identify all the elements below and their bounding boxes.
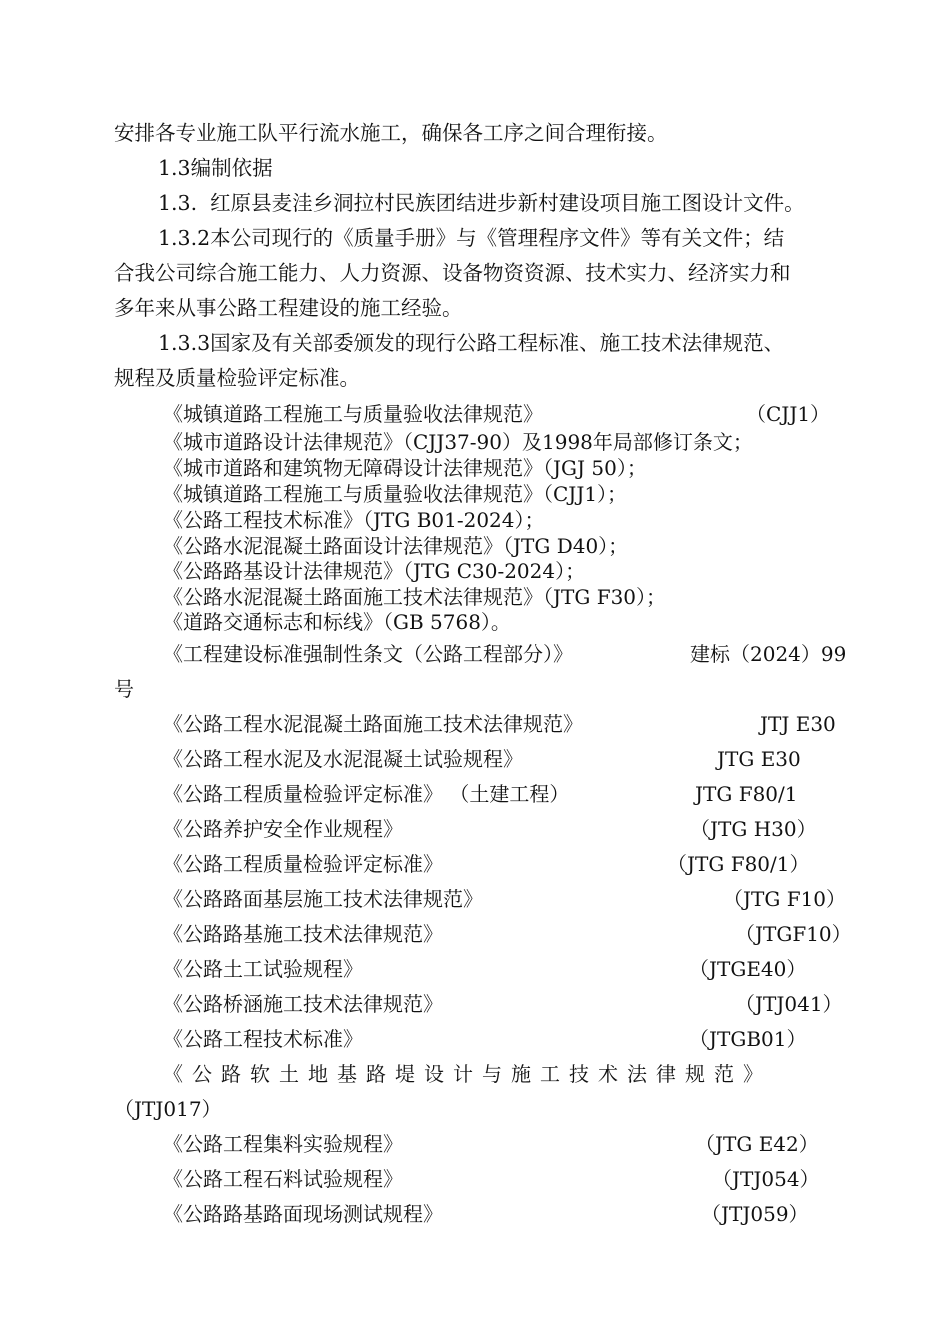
reference-title: 《公路桥涵施工技术法律规范》 — [163, 992, 443, 1016]
reference-title: 《公路软土地基路堤设计与施工技术法律规范》 — [163, 1062, 772, 1086]
reference-code: （JTG H30） — [690, 817, 817, 841]
reference-title: 《公路工程水泥及水泥混凝土试验规程》 — [163, 747, 523, 771]
reference-title: 《公路水泥混凝土路面施工技术法律规范》（JTG F30）； — [163, 585, 667, 609]
reference-title: 《公路工程技术标准》 — [163, 1027, 363, 1051]
reference-title: 《城市道路设计法律规范》（CJJ37-90）及1998年局部修订条文； — [163, 430, 753, 454]
paragraph-line: 1.3. 红原县麦洼乡洞拉村民族团结进步新村建设项目施工图设计文件。 — [158, 191, 805, 215]
reference-code: JTG E30 — [717, 747, 801, 771]
reference-title: 《公路工程集料实验规程》 — [163, 1132, 403, 1156]
reference-continuation: 号 — [114, 677, 134, 701]
reference-title: 《公路水泥混凝土路面设计法律规范》（JTG D40）； — [163, 534, 629, 558]
reference-code: （JTJ041） — [735, 992, 843, 1016]
reference-title: 《公路工程技术标准》（JTG B01-2024）； — [163, 508, 545, 532]
reference-code: （JTJ054） — [712, 1167, 820, 1191]
reference-title: 《城市道路和建筑物无障碍设计法律规范》（JGJ 50）； — [163, 456, 647, 480]
reference-code: （JTGE40） — [689, 957, 807, 981]
reference-code: （JTGB01） — [689, 1027, 807, 1051]
paragraph-line: 1.3.3国家及有关部委颁发的现行公路工程标准、施工技术法律规范、 — [158, 331, 785, 355]
section-heading: 1.3编制依据 — [158, 156, 273, 180]
paragraph-line: 规程及质量检验评定标准。 — [114, 366, 360, 390]
paragraph-line: 合我公司综合施工能力、人力资源、设备物资资源、技术实力、经济实力和 — [114, 261, 791, 285]
reference-title: 《公路工程石料试验规程》 — [163, 1167, 403, 1191]
reference-title: 《城镇道路工程施工与质量验收法律规范》（CJJ1）； — [163, 482, 628, 506]
reference-code: 建标（2024）99 — [690, 642, 847, 666]
reference-title: 《工程建设标准强制性条文（公路工程部分）》 — [163, 642, 573, 666]
paragraph-line: 多年来从事公路工程建设的施工经验。 — [114, 296, 463, 320]
reference-title: 《公路路面基层施工技术法律规范》 — [163, 887, 483, 911]
paragraph-line: 1.3.2本公司现行的《质量手册》与《管理程序文件》等有关文件；结 — [158, 226, 785, 250]
reference-code: （CJJ1） — [746, 402, 831, 426]
reference-title: 《公路工程质量检验评定标准》 — [163, 852, 443, 876]
reference-title: 《城镇道路工程施工与质量验收法律规范》 — [163, 402, 543, 426]
reference-title: 《公路路基施工技术法律规范》 — [163, 922, 443, 946]
reference-title: 《公路工程质量检验评定标准》 （土建工程） — [163, 782, 570, 806]
reference-title: 《道路交通标志和标线》（GB 5768）。 — [163, 610, 511, 634]
reference-title: 《公路养护安全作业规程》 — [163, 817, 403, 841]
reference-code: （JTG E42） — [695, 1132, 819, 1156]
reference-title: 《公路工程水泥混凝土路面施工技术法律规范》 — [163, 712, 583, 736]
reference-title: 《公路路基设计法律规范》（JTG C30-2024）； — [163, 559, 586, 583]
reference-title: 《公路土工试验规程》 — [163, 957, 363, 981]
reference-code: （JTG F10） — [723, 887, 847, 911]
reference-code: JTJ E30 — [760, 712, 836, 736]
reference-code: （JTJ059） — [701, 1202, 809, 1226]
reference-title: 《公路路基路面现场测试规程》 — [163, 1202, 443, 1226]
reference-code: JTG F80/1 — [695, 782, 798, 806]
paragraph-line: 安排各专业施工队平行流水施工，确保各工序之间合理衔接。 — [114, 121, 668, 145]
reference-continuation: （JTJ017） — [114, 1097, 222, 1121]
reference-code: （JTG F80/1） — [667, 852, 810, 876]
reference-code: （JTGF10） — [735, 922, 852, 946]
